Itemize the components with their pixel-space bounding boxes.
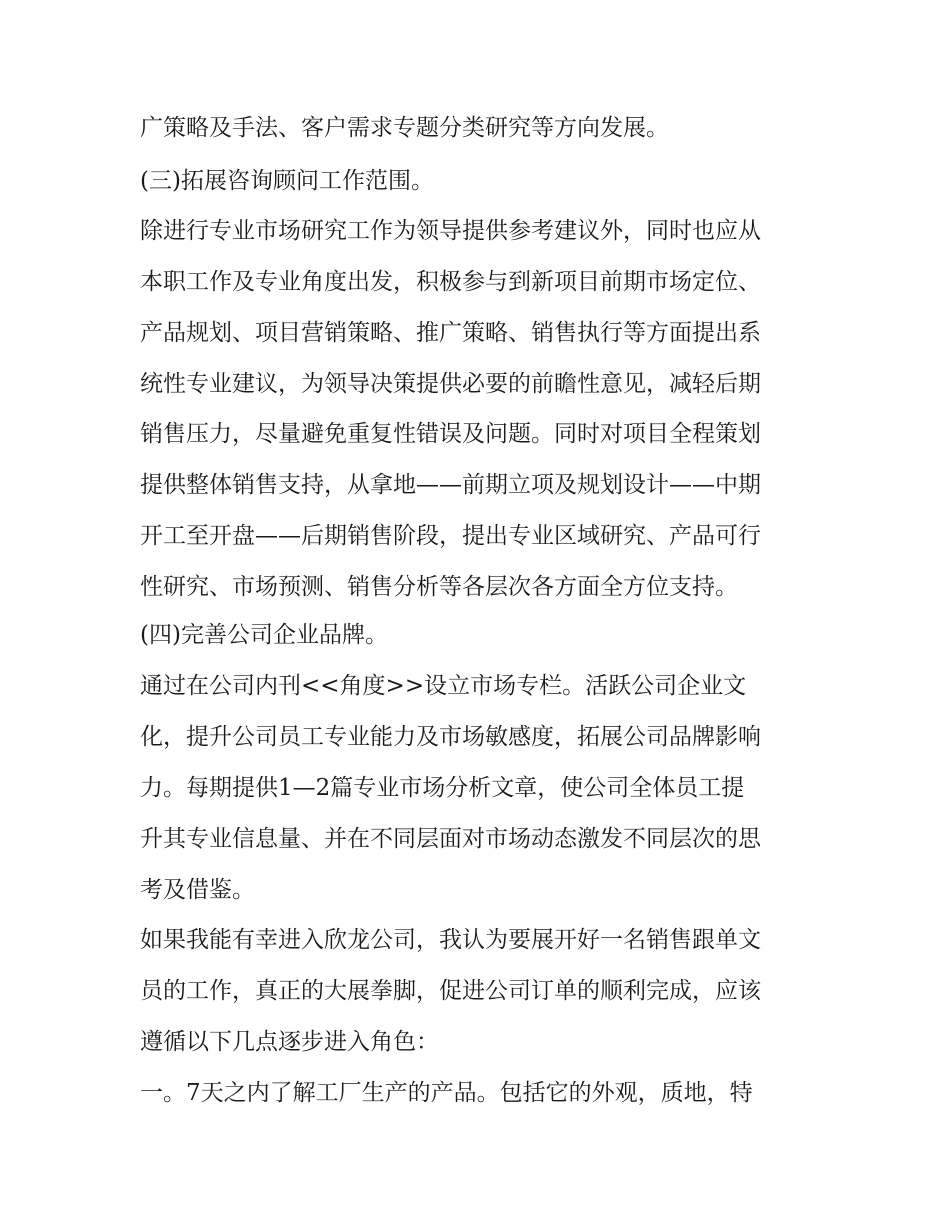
text-line: 提供整体销售支持，从拿地——前期立项及规划设计——中期	[140, 472, 761, 498]
text-line: 员的工作，真正的大展拳脚，促进公司订单的顺利完成，应该	[140, 978, 761, 1004]
text-line: 力。每期提供1—2篇专业市场分析文章，使公司全体员工提	[140, 775, 745, 801]
text-line: 广策略及手法、客户需求专题分类研究等方向发展。	[140, 115, 669, 141]
text-line: 开工至开盘——后期销售阶段，提出专业区域研究、产品可行	[140, 523, 761, 549]
text-line: 化，提升公司员工专业能力及市场敏感度，拓展公司品牌影响	[140, 724, 761, 750]
text-line: 如果我能有幸进入欣龙公司，我认为要展开好一名销售跟单文	[140, 927, 761, 953]
section-heading: (四)完善公司企业品牌。	[140, 622, 388, 648]
text-line: 升其专业信息量、并在不同层面对市场动态激发不同层次的思	[140, 826, 761, 852]
text-line: 产品规划、项目营销策略、推广策略、销售执行等方面提出系	[140, 320, 761, 346]
text-line: 通过在公司内刊<<角度>>设立市场专栏。活跃公司企业文	[140, 673, 747, 699]
text-line: 性研究、市场预测、销售分析等各层次各方面全方位支持。	[140, 574, 738, 600]
section-heading: (三)拓展咨询顾问工作范围。	[140, 168, 434, 194]
text-line: 销售压力，尽量避免重复性错误及问题。同时对项目全程策划	[140, 421, 761, 447]
text-line: 本职工作及专业角度出发，积极参与到新项目前期市场定位、	[140, 269, 761, 295]
text-line: 遵循以下几点逐步进入角色：	[140, 1029, 439, 1055]
text-line: 除进行专业市场研究工作为领导提供参考建议外，同时也应从	[140, 218, 761, 244]
text-line: 一。7天之内了解工厂生产的产品。包括它的外观，质地，特	[140, 1080, 753, 1106]
text-line: 统性专业建议，为领导决策提供必要的前瞻性意见，减轻后期	[140, 371, 761, 397]
text-line: 考及借鉴。	[140, 877, 255, 903]
